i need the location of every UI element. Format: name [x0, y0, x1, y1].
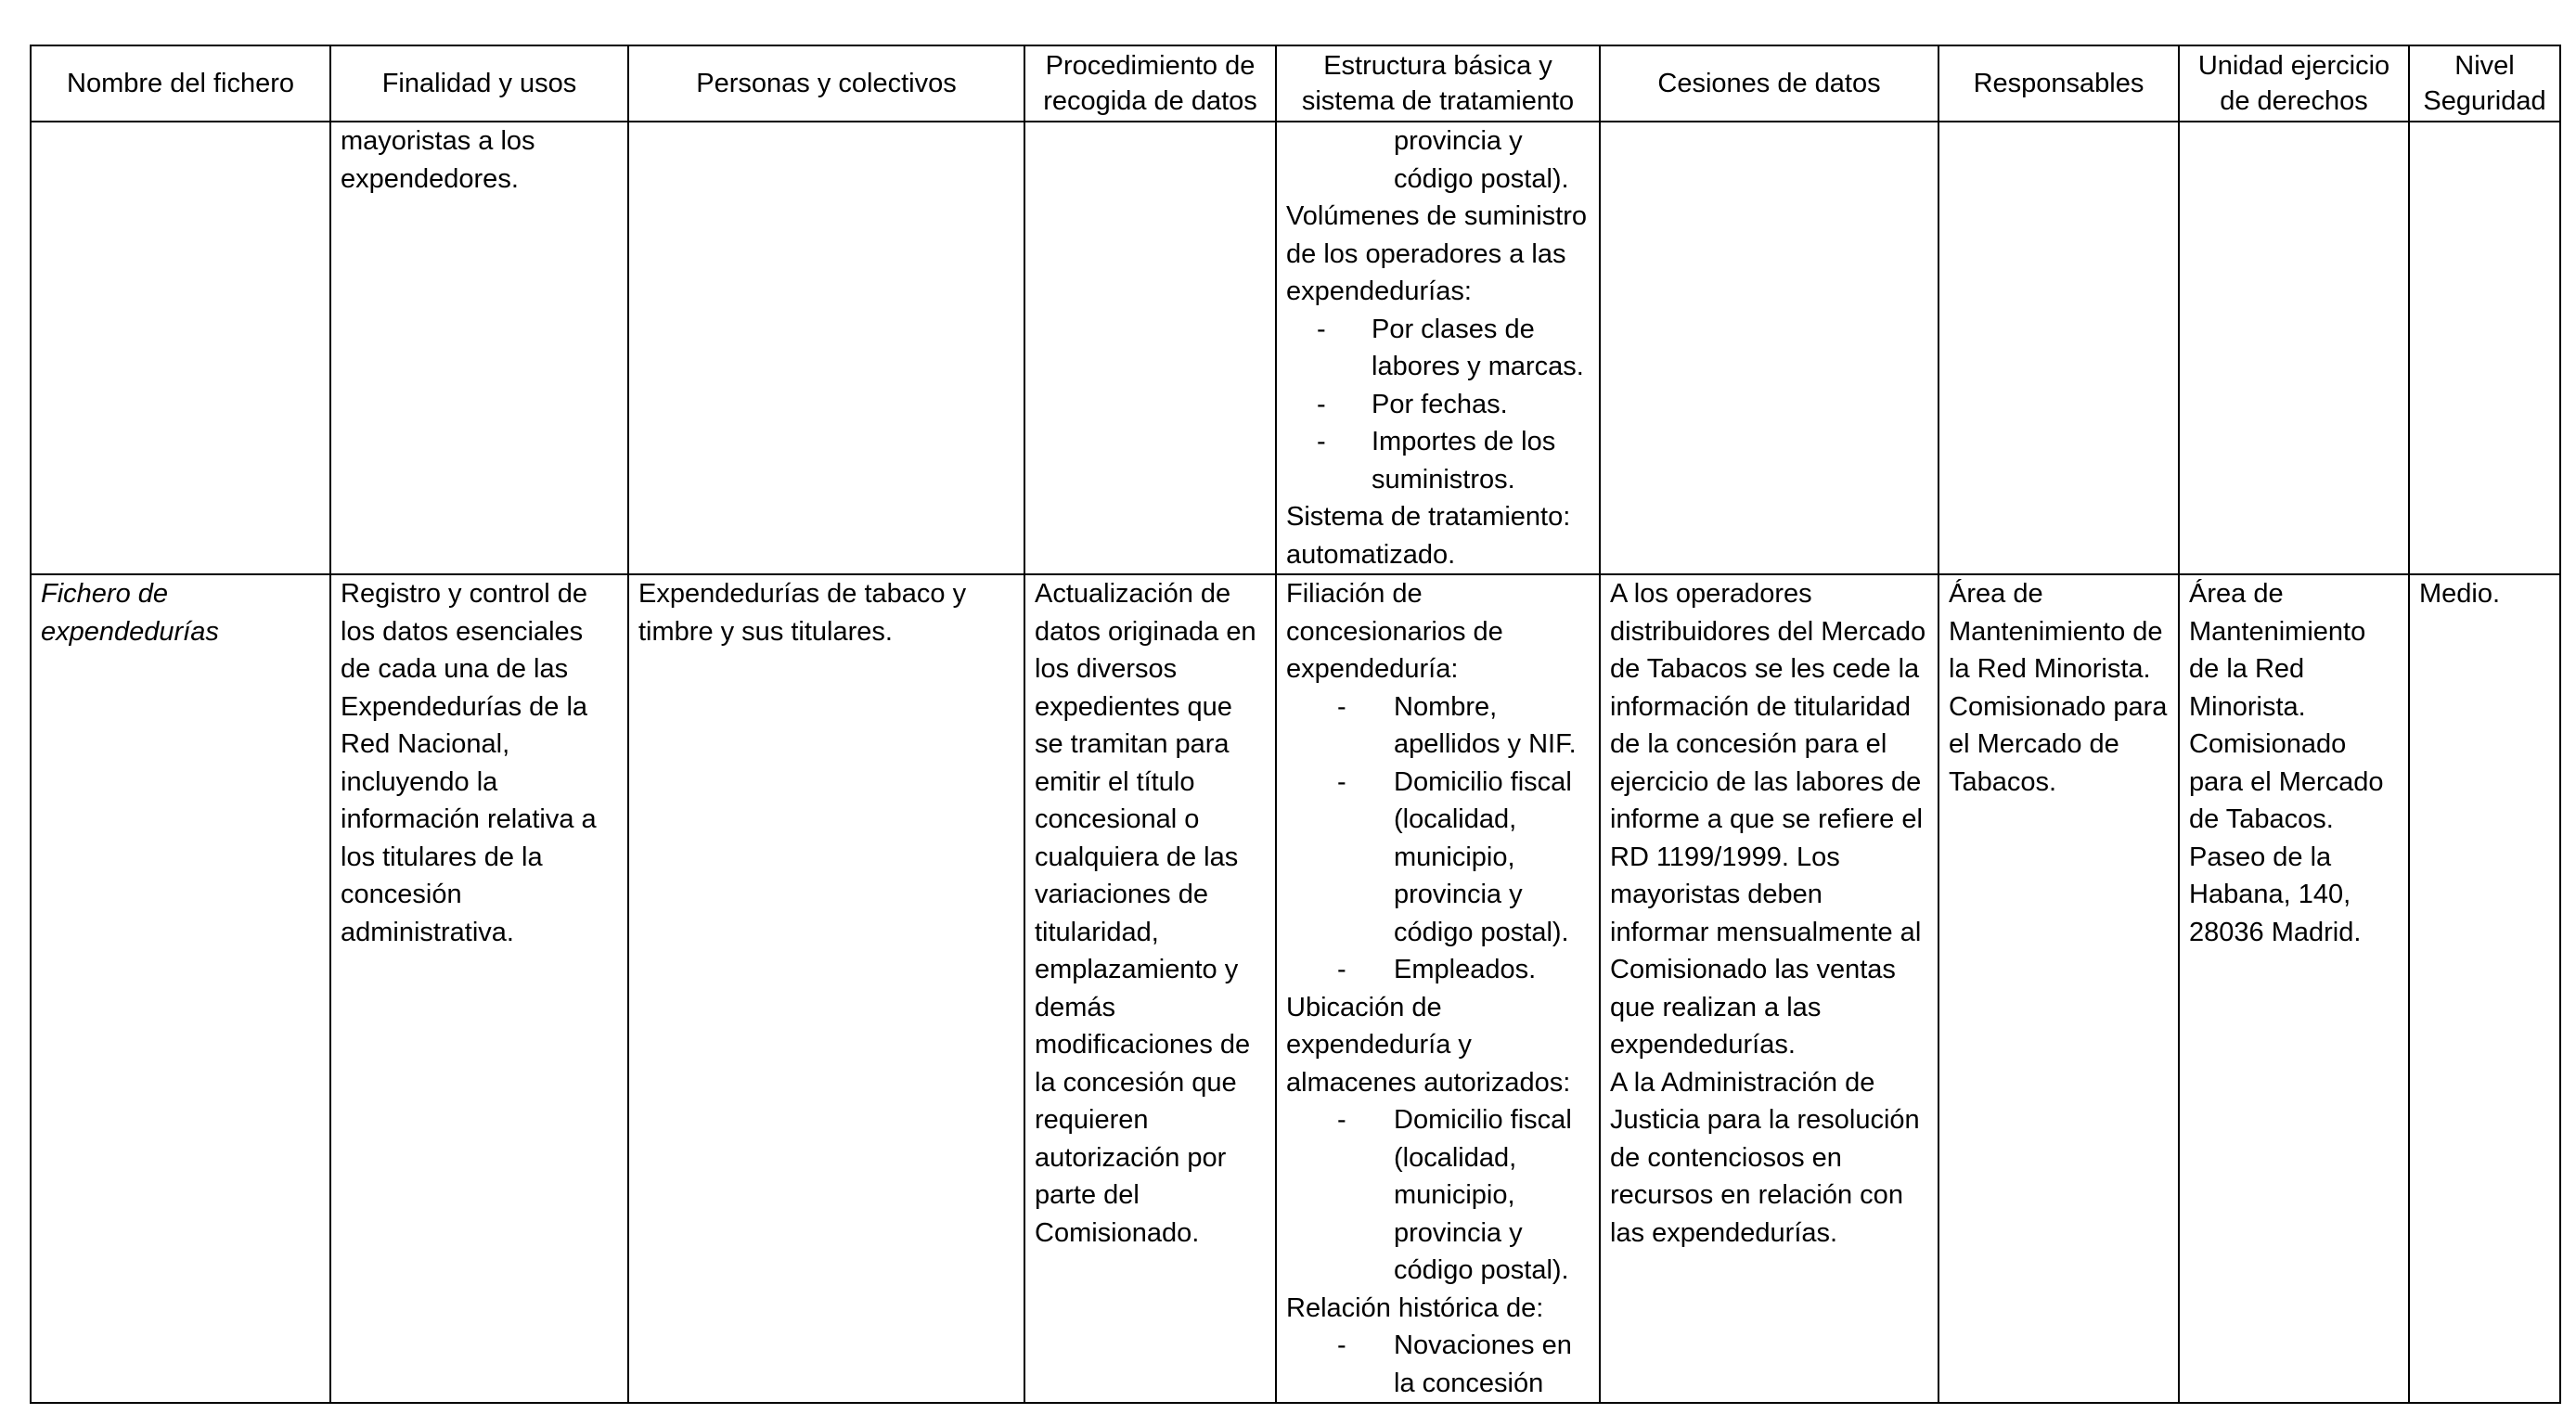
cell-finalidad: Registro y control de los datos esenciales de cada una de las Expendedurías de la Red Nacional, incluyendo la información relativa a los titulares de la concesión administrativa.: [330, 574, 628, 1403]
header-personas: Personas y colectivos: [628, 45, 1024, 122]
estructura-heading: Filiación de concesionarios de expendeduría:: [1286, 579, 1503, 684]
cell-nombre: [31, 122, 330, 574]
cell-nivel: Medio.: [2409, 574, 2560, 1403]
cell-cesiones: [1600, 574, 1938, 1403]
header-row: [31, 45, 2560, 122]
cell-finalidad: mayoristas a los expendedores.: [330, 122, 628, 574]
header-procedimiento: Procedimiento de recogida de datos: [1024, 45, 1276, 122]
header-finalidad: Finalidad y usos: [330, 45, 628, 122]
header-responsables: Responsables: [1938, 45, 2179, 122]
cell-responsables: Área de Mantenimiento de la Red Minorista. Comisionado para el Mercado de Tabacos.: [1938, 574, 2179, 1403]
estructura-heading: Ubicación de expendeduría y almacenes autorizados:: [1286, 992, 1571, 1098]
cell-cesiones: [1600, 122, 1938, 574]
cell-personas: [628, 122, 1024, 574]
table-row-expendedurias: [31, 574, 2560, 1403]
estructura-list: [1286, 1327, 1590, 1402]
cesiones-paragraph: A la Administración de Justicia para la resolución de contenciosos en recursos en relación con las expendedurías.: [1610, 1067, 1920, 1248]
cell-estructura: [1276, 574, 1600, 1403]
cell-nombre: Fichero de expendedurías: [31, 574, 330, 1403]
list-item: - Domicilio fiscal (localidad, municipio, provincia y código postal).: [1286, 1101, 1590, 1290]
list-item: - Novaciones en la concesión: [1286, 1327, 1590, 1402]
cell-nivel: [2409, 122, 2560, 574]
header-nombre: Nombre del fichero: [31, 45, 330, 122]
estructura-list: [1286, 688, 1590, 989]
cell-estructura: [1276, 122, 1600, 574]
cesiones-paragraph: A los operadores distribuidores del Mercado de Tabacos se les cede la información de titularidad de la concesión para el ejercicio de las labores de informe a que se refiere el RD 1199/1999. Los mayoristas deben informar mensualmente al Comisionado las ventas que realizan a las expendedurías.: [1610, 579, 1926, 1060]
cell-personas: Expendedurías de tabaco y timbre y sus titulares.: [628, 574, 1024, 1403]
header-unidad: Unidad ejercicio de derechos: [2179, 45, 2409, 122]
cell-procedimiento: Actualización de datos originada en los diversos expedientes que se tramitan para emitir el título concesional o cualquiera de las variaciones de titularidad, emplazamiento y demás modificaciones de la concesión que requieren autorización por parte del Comisionado.: [1024, 574, 1276, 1403]
header-estructura: Estructura básica y sistema de tratamiento: [1276, 45, 1600, 122]
list-item: - Por fechas.: [1286, 386, 1590, 424]
cell-responsables: [1938, 122, 2179, 574]
estructura-heading: Volúmenes de suministro de los operadores a las expendedurías:: [1286, 201, 1587, 306]
list-item: - Empleados.: [1286, 951, 1590, 989]
estructura-list: [1286, 1101, 1590, 1290]
cell-unidad: [2179, 122, 2409, 574]
list-item: - Nombre, apellidos y NIF.: [1286, 688, 1590, 764]
estructura-list: [1286, 311, 1590, 499]
table-row-continued: [31, 122, 2560, 574]
data-files-table: [30, 45, 2561, 1404]
estructura-continued-line: provincia y código postal).: [1394, 126, 1569, 194]
cell-procedimiento: [1024, 122, 1276, 574]
estructura-sistema: Sistema de tratamiento: automatizado.: [1286, 502, 1571, 570]
header-nivel: Nivel Seguridad: [2409, 45, 2560, 122]
list-item: - Importes de los suministros.: [1286, 423, 1590, 498]
estructura-heading: Relación histórica de:: [1286, 1292, 1544, 1323]
list-item: - Por clases de labores y marcas.: [1286, 311, 1590, 386]
header-cesiones: Cesiones de datos: [1600, 45, 1938, 122]
cell-unidad: Área de Mantenimiento de la Red Minorista. Comisionado para el Mercado de Tabacos. Paseo de la Habana, 140, 28036 Madrid.: [2179, 574, 2409, 1403]
list-item: - Domicilio fiscal (localidad, municipio, provincia y código postal).: [1286, 764, 1590, 952]
